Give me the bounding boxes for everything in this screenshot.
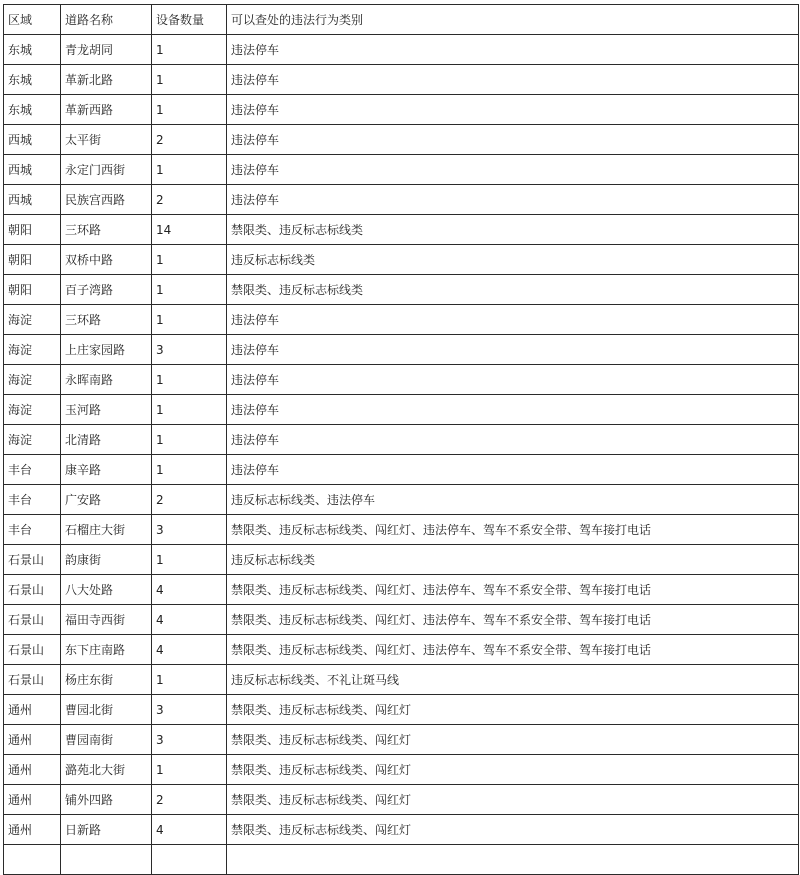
cell-device-count: 1 bbox=[152, 275, 227, 305]
cell-road-name: 石榴庄大街 bbox=[61, 515, 152, 545]
cell-violation-types: 禁限类、违反标志标线类、闯红灯、违法停车、驾车不系安全带、驾车接打电话 bbox=[227, 605, 799, 635]
cell-district bbox=[4, 845, 61, 875]
cell-device-count: 14 bbox=[152, 215, 227, 245]
cell-violation-types: 违法停车 bbox=[227, 305, 799, 335]
cell-district: 丰台 bbox=[4, 455, 61, 485]
cell-district: 石景山 bbox=[4, 665, 61, 695]
cell-violation-types: 禁限类、违反标志标线类、闯红灯、违法停车、驾车不系安全带、驾车接打电话 bbox=[227, 575, 799, 605]
cell-district: 海淀 bbox=[4, 305, 61, 335]
cell-device-count: 1 bbox=[152, 365, 227, 395]
cell-road-name: 曹园北街 bbox=[61, 695, 152, 725]
cell-road-name: 永晖南路 bbox=[61, 365, 152, 395]
cell-violation-types: 违法停车 bbox=[227, 95, 799, 125]
cell-road-name: 三环路 bbox=[61, 215, 152, 245]
cell-violation-types: 禁限类、违反标志标线类 bbox=[227, 215, 799, 245]
cell-violation-types: 违法停车 bbox=[227, 125, 799, 155]
cell-road-name: 杨庄东街 bbox=[61, 665, 152, 695]
cell-device-count: 1 bbox=[152, 95, 227, 125]
table-row bbox=[4, 215, 799, 245]
cell-device-count: 1 bbox=[152, 155, 227, 185]
cell-road-name: 曹园南街 bbox=[61, 725, 152, 755]
cell-violation-types: 违法停车 bbox=[227, 395, 799, 425]
cell-district: 海淀 bbox=[4, 335, 61, 365]
cell-device-count bbox=[152, 845, 227, 875]
cell-violation-types: 禁限类、违反标志标线类、闯红灯、违法停车、驾车不系安全带、驾车接打电话 bbox=[227, 635, 799, 665]
cell-road-name: 康辛路 bbox=[61, 455, 152, 485]
cell-device-count: 4 bbox=[152, 635, 227, 665]
cell-district: 石景山 bbox=[4, 605, 61, 635]
table-row bbox=[4, 545, 799, 575]
cell-violation-types: 违法停车 bbox=[227, 185, 799, 215]
table-row bbox=[4, 725, 799, 755]
cell-violation-types: 违法停车 bbox=[227, 335, 799, 365]
cell-device-count: 1 bbox=[152, 665, 227, 695]
cell-violation-types: 违法停车 bbox=[227, 425, 799, 455]
table-row bbox=[4, 275, 799, 305]
cell-device-count: 3 bbox=[152, 335, 227, 365]
cell-device-count: 2 bbox=[152, 185, 227, 215]
cell-district: 朝阳 bbox=[4, 275, 61, 305]
cell-road-name: 日新路 bbox=[61, 815, 152, 845]
cell-device-count: 3 bbox=[152, 515, 227, 545]
cell-road-name bbox=[61, 845, 152, 875]
table-row bbox=[4, 815, 799, 845]
cell-road-name: 韵康街 bbox=[61, 545, 152, 575]
cell-district: 通州 bbox=[4, 785, 61, 815]
cell-district: 石景山 bbox=[4, 575, 61, 605]
cell-road-name: 民族宫西路 bbox=[61, 185, 152, 215]
cell-district: 通州 bbox=[4, 815, 61, 845]
table-row bbox=[4, 305, 799, 335]
cell-district: 石景山 bbox=[4, 545, 61, 575]
cell-district: 西城 bbox=[4, 185, 61, 215]
cell-district: 东城 bbox=[4, 95, 61, 125]
table-row bbox=[4, 785, 799, 815]
cell-district: 丰台 bbox=[4, 515, 61, 545]
header-district: 区域 bbox=[4, 5, 61, 35]
table-row bbox=[4, 845, 799, 875]
cell-district: 东城 bbox=[4, 35, 61, 65]
cell-district: 朝阳 bbox=[4, 245, 61, 275]
cell-violation-types: 禁限类、违反标志标线类、闯红灯 bbox=[227, 695, 799, 725]
cell-violation-types: 违反标志标线类、不礼让斑马线 bbox=[227, 665, 799, 695]
cell-district: 西城 bbox=[4, 125, 61, 155]
cell-device-count: 1 bbox=[152, 395, 227, 425]
cell-violation-types: 违法停车 bbox=[227, 65, 799, 95]
cell-road-name: 青龙胡同 bbox=[61, 35, 152, 65]
cell-violation-types: 违反标志标线类、违法停车 bbox=[227, 485, 799, 515]
table-row bbox=[4, 65, 799, 95]
cell-violation-types: 违法停车 bbox=[227, 155, 799, 185]
cell-road-name: 太平街 bbox=[61, 125, 152, 155]
cell-district: 海淀 bbox=[4, 425, 61, 455]
table-row bbox=[4, 575, 799, 605]
cell-device-count: 1 bbox=[152, 545, 227, 575]
cell-district: 通州 bbox=[4, 725, 61, 755]
cell-district: 丰台 bbox=[4, 485, 61, 515]
cell-device-count: 4 bbox=[152, 575, 227, 605]
enforcement-device-table bbox=[3, 4, 799, 875]
cell-district: 朝阳 bbox=[4, 215, 61, 245]
cell-district: 海淀 bbox=[4, 395, 61, 425]
cell-violation-types: 禁限类、违反标志标线类、闯红灯 bbox=[227, 755, 799, 785]
cell-device-count: 4 bbox=[152, 815, 227, 845]
cell-district: 通州 bbox=[4, 695, 61, 725]
cell-district: 通州 bbox=[4, 755, 61, 785]
table-row bbox=[4, 125, 799, 155]
cell-road-name: 铺外四路 bbox=[61, 785, 152, 815]
cell-district: 石景山 bbox=[4, 635, 61, 665]
cell-device-count: 1 bbox=[152, 35, 227, 65]
cell-device-count: 1 bbox=[152, 65, 227, 95]
cell-violation-types: 违反标志标线类 bbox=[227, 245, 799, 275]
table-row bbox=[4, 515, 799, 545]
table-row bbox=[4, 695, 799, 725]
cell-road-name: 玉河路 bbox=[61, 395, 152, 425]
cell-device-count: 3 bbox=[152, 695, 227, 725]
cell-violation-types: 违法停车 bbox=[227, 35, 799, 65]
table-row bbox=[4, 485, 799, 515]
cell-violation-types: 禁限类、违反标志标线类 bbox=[227, 275, 799, 305]
cell-road-name: 潞苑北大街 bbox=[61, 755, 152, 785]
cell-device-count: 3 bbox=[152, 725, 227, 755]
cell-violation-types: 违法停车 bbox=[227, 455, 799, 485]
cell-road-name: 永定门西街 bbox=[61, 155, 152, 185]
cell-device-count: 2 bbox=[152, 125, 227, 155]
table-row bbox=[4, 155, 799, 185]
cell-device-count: 1 bbox=[152, 455, 227, 485]
cell-district: 西城 bbox=[4, 155, 61, 185]
cell-road-name: 革新北路 bbox=[61, 65, 152, 95]
cell-violation-types: 禁限类、违反标志标线类、闯红灯 bbox=[227, 785, 799, 815]
cell-violation-types: 禁限类、违反标志标线类、闯红灯、违法停车、驾车不系安全带、驾车接打电话 bbox=[227, 515, 799, 545]
cell-violation-types: 禁限类、违反标志标线类、闯红灯 bbox=[227, 725, 799, 755]
table-row bbox=[4, 605, 799, 635]
cell-district: 东城 bbox=[4, 65, 61, 95]
header-row bbox=[4, 5, 799, 35]
cell-violation-types bbox=[227, 845, 799, 875]
cell-road-name: 革新西路 bbox=[61, 95, 152, 125]
cell-device-count: 4 bbox=[152, 605, 227, 635]
table-row bbox=[4, 395, 799, 425]
cell-road-name: 双桥中路 bbox=[61, 245, 152, 275]
cell-device-count: 2 bbox=[152, 485, 227, 515]
table-row bbox=[4, 95, 799, 125]
header-road-name: 道路名称 bbox=[61, 5, 152, 35]
header-violation-types: 可以查处的违法行为类别 bbox=[227, 5, 799, 35]
table-row bbox=[4, 755, 799, 785]
cell-device-count: 1 bbox=[152, 245, 227, 275]
cell-device-count: 1 bbox=[152, 425, 227, 455]
cell-device-count: 2 bbox=[152, 785, 227, 815]
cell-road-name: 三环路 bbox=[61, 305, 152, 335]
cell-road-name: 北清路 bbox=[61, 425, 152, 455]
cell-device-count: 1 bbox=[152, 755, 227, 785]
table-row bbox=[4, 425, 799, 455]
cell-road-name: 百子湾路 bbox=[61, 275, 152, 305]
table-row bbox=[4, 335, 799, 365]
table-row bbox=[4, 665, 799, 695]
cell-violation-types: 禁限类、违反标志标线类、闯红灯 bbox=[227, 815, 799, 845]
cell-road-name: 上庄家园路 bbox=[61, 335, 152, 365]
cell-violation-types: 违法停车 bbox=[227, 365, 799, 395]
cell-road-name: 东下庄南路 bbox=[61, 635, 152, 665]
cell-road-name: 八大处路 bbox=[61, 575, 152, 605]
table-row bbox=[4, 245, 799, 275]
table-row bbox=[4, 455, 799, 485]
table-row bbox=[4, 635, 799, 665]
header-device-count: 设备数量 bbox=[152, 5, 227, 35]
cell-violation-types: 违反标志标线类 bbox=[227, 545, 799, 575]
cell-road-name: 福田寺西街 bbox=[61, 605, 152, 635]
table-row bbox=[4, 365, 799, 395]
cell-device-count: 1 bbox=[152, 305, 227, 335]
cell-road-name: 广安路 bbox=[61, 485, 152, 515]
table-row bbox=[4, 185, 799, 215]
table-row bbox=[4, 35, 799, 65]
cell-district: 海淀 bbox=[4, 365, 61, 395]
table-body bbox=[4, 35, 799, 875]
